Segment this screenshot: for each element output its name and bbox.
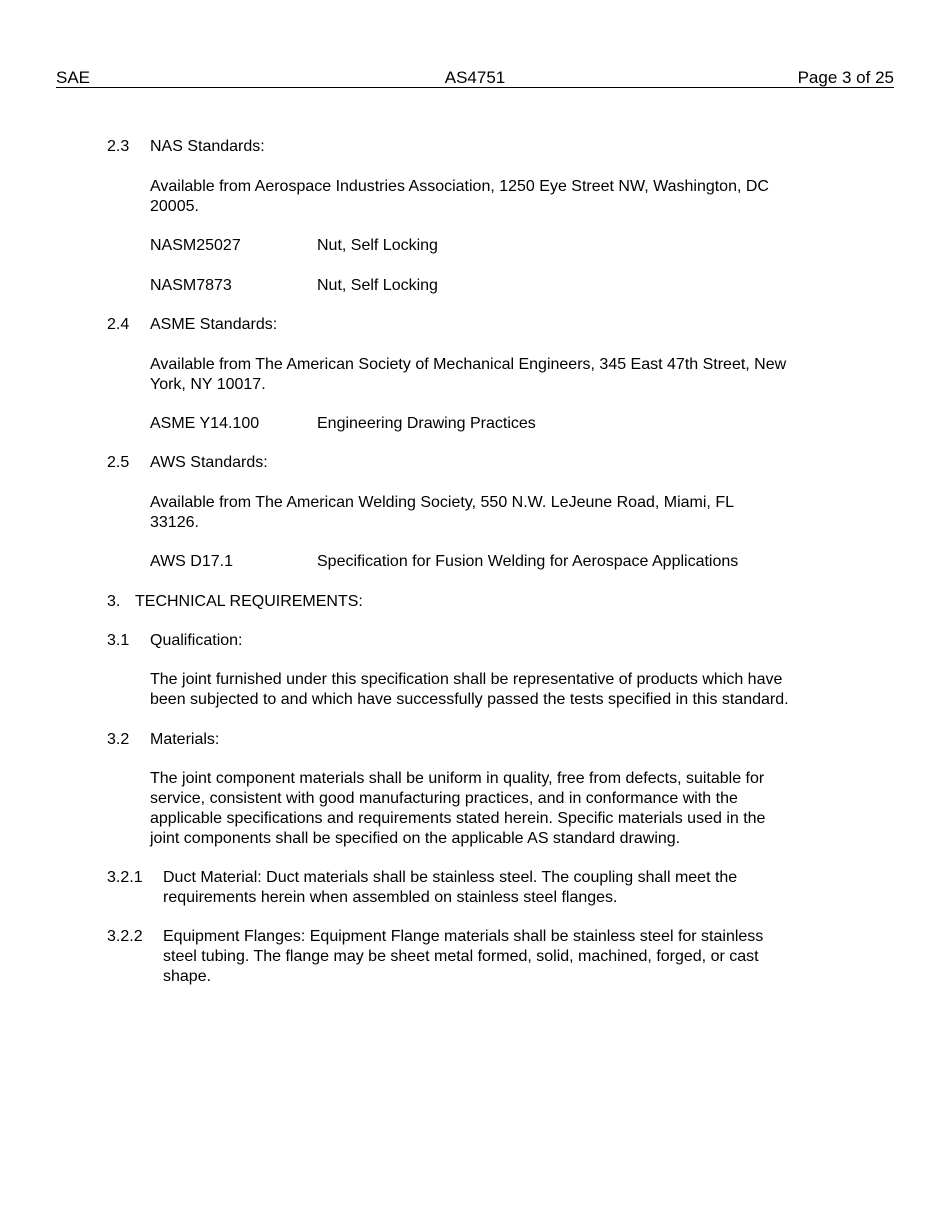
text-line: 20005.	[150, 198, 199, 215]
section-number: 3.1	[107, 632, 130, 649]
text-line: Available from The American Welding Society, 550 N.W. LeJeune Road, Miami, FL	[150, 494, 734, 511]
section-title: NAS Standards:	[150, 138, 265, 155]
header-page-number: Page 3 of 25	[797, 68, 894, 87]
text-line: applicable specifications and requirements stated herein. Specific materials used in the	[150, 810, 766, 827]
reference-code: NASM25027	[150, 237, 241, 254]
text-line: requirements herein when assembled on stainless steel flanges.	[163, 889, 618, 906]
text-line: Available from Aerospace Industries Association, 1250 Eye Street NW, Washington, DC	[150, 178, 769, 195]
section-number: 3.2	[107, 731, 130, 748]
section-number: 2.3	[107, 138, 130, 155]
reference-description: Nut, Self Locking	[317, 237, 438, 254]
text-line: The joint furnished under this specification shall be representative of products which have	[150, 671, 783, 688]
text-line: Duct Material: Duct materials shall be stainless steel. The coupling shall meet the	[163, 869, 738, 886]
text-line: service, consistent with good manufacturing practices, and in conformance with the	[150, 790, 738, 807]
section-title: TECHNICAL REQUIREMENTS:	[135, 593, 363, 610]
text-line: 33126.	[150, 514, 199, 531]
section-title: ASME Standards:	[150, 316, 278, 333]
section-title: Materials:	[150, 731, 220, 748]
reference-code: ASME Y14.100	[150, 415, 260, 432]
section-body	[150, 670, 850, 710]
availability-text	[150, 177, 850, 217]
text-line: been subjected to and which have successfully passed the tests specified in this standard.	[150, 691, 789, 708]
section-title: AWS Standards:	[150, 454, 268, 471]
section-number: 3.2.2	[107, 928, 143, 945]
section-number: 3.2.1	[107, 869, 143, 886]
section-number: 2.5	[107, 454, 130, 471]
text-line: Equipment Flanges: Equipment Flange materials shall be stainless steel for stainless	[163, 928, 764, 945]
reference-description: Engineering Drawing Practices	[317, 415, 536, 432]
availability-text	[150, 355, 850, 395]
text-line: The joint component materials shall be uniform in quality, free from defects, suitable for	[150, 770, 765, 787]
section-number: 2.4	[107, 316, 130, 333]
text-line: York, NY 10017.	[150, 376, 266, 393]
text-line: joint components shall be specified on the applicable AS standard drawing.	[150, 830, 681, 847]
text-line: shape.	[163, 968, 212, 985]
header-rule	[56, 87, 894, 88]
section-title: Qualification:	[150, 632, 243, 649]
section-body	[150, 769, 850, 849]
text-line: Available from The American Society of Mechanical Engineers, 345 East 47th Street, New	[150, 356, 787, 373]
section-number: 3.	[107, 593, 121, 610]
header-doc-number: AS4751	[444, 68, 506, 87]
reference-code: NASM7873	[150, 277, 232, 294]
text-line: steel tubing. The flange may be sheet metal formed, solid, machined, forged, or cast	[163, 948, 759, 965]
availability-text	[150, 493, 850, 533]
header-org: SAE	[56, 68, 91, 87]
section-body	[163, 927, 853, 987]
section-body	[163, 868, 853, 908]
reference-description: Nut, Self Locking	[317, 277, 438, 294]
reference-description: Specification for Fusion Welding for Aerospace Applications	[317, 553, 739, 570]
reference-code: AWS D17.1	[150, 553, 233, 570]
